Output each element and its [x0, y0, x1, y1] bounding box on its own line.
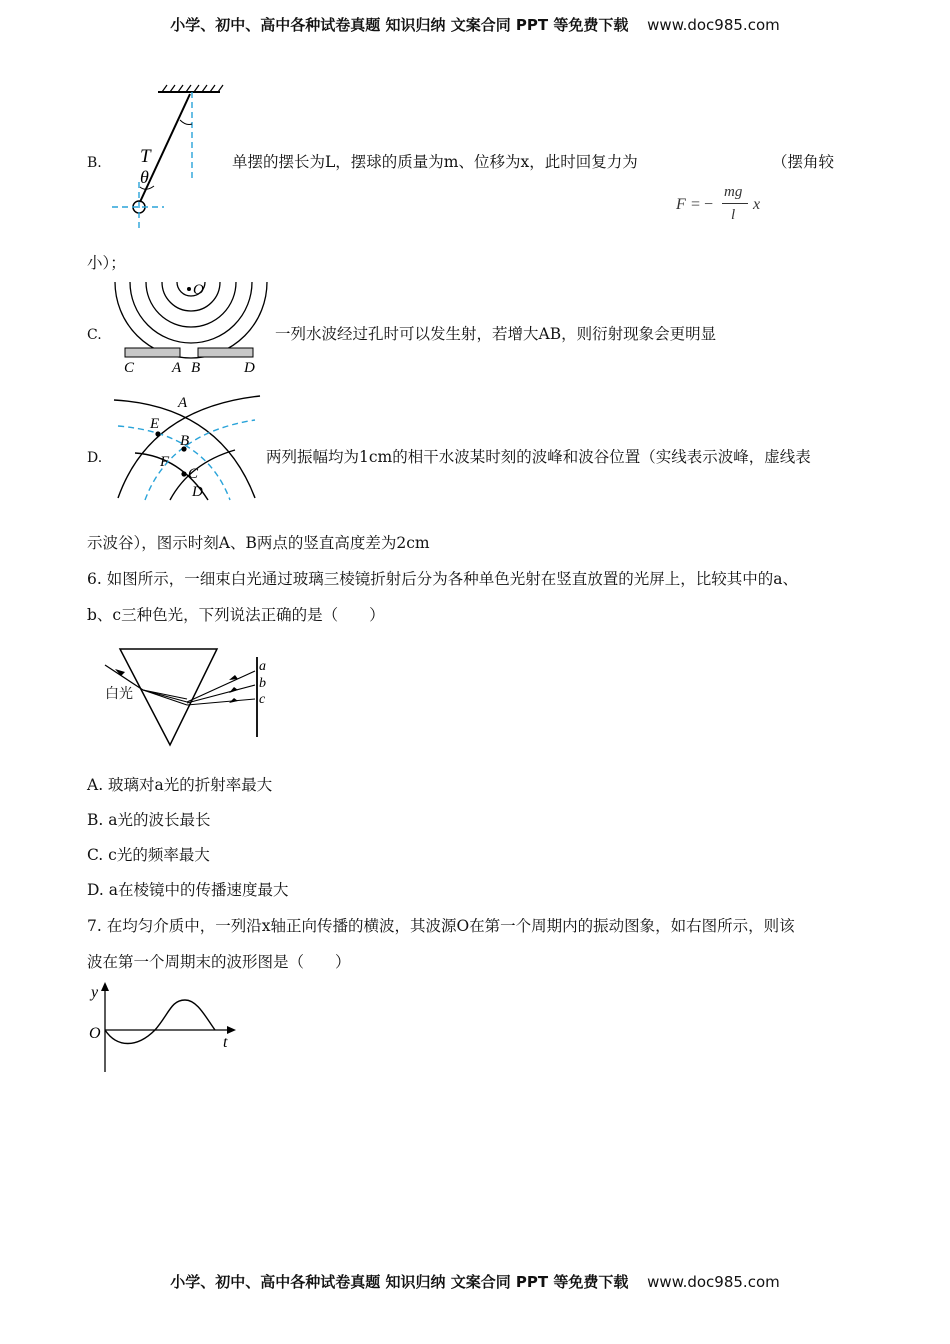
point-d-label: D	[244, 360, 255, 376]
interference-figure	[110, 388, 260, 506]
q6-stem-line2: b、c三种色光，下列说法正确的是（ ）	[87, 606, 385, 624]
option-b-paren: （摆角较	[772, 153, 835, 171]
option-c-letter: C.	[87, 327, 102, 343]
pendulum-tension-label: T	[140, 146, 151, 167]
option-b-letter: B.	[87, 155, 102, 171]
pendulum-angle-label: θ	[140, 167, 149, 187]
ray-a-label: a	[259, 659, 266, 674]
ray-b-label: b	[259, 676, 266, 691]
t-axis-label: t	[223, 1034, 228, 1051]
option-b-cont: 小）；	[87, 254, 126, 272]
point-e-label: E	[150, 416, 160, 432]
option-b-text: 单摆的摆长为L，摆球的质量为m、位移为x，此时回复力为	[232, 153, 638, 171]
ray-c-label: c	[259, 692, 266, 707]
footer-title: 小学、初中、高中各种试卷真题 知识归纳 文案合同 PPT 等免费下载	[170, 1273, 629, 1291]
option-d-text: 两列振幅均为1cm的相干水波某时刻的波峰和波谷位置（实线表示波峰，虚线表	[266, 448, 811, 466]
q6-option-a: A. 玻璃对a光的折射率最大	[87, 776, 273, 794]
point-d-label: D	[192, 484, 203, 500]
origin-label: O	[89, 1025, 101, 1042]
point-b-label: B	[191, 360, 201, 376]
q7-stem-line2: 波在第一个周期末的波形图是（ ）	[87, 953, 351, 971]
q6-option-d: D. a在棱镜中的传播速度最大	[87, 881, 289, 899]
point-a-label: A	[172, 360, 182, 376]
point-f-label: F	[160, 454, 170, 470]
option-d-cont: 示波谷），图示时刻A、B两点的竖直高度差为2cm	[87, 534, 430, 552]
option-d-letter: D.	[87, 450, 103, 466]
diffraction-figure	[110, 282, 270, 377]
point-b-label: B	[180, 433, 190, 449]
pendulum-figure	[100, 82, 240, 232]
point-a-label: A	[178, 395, 188, 411]
q6-stem-line1: 6. 如图所示，一细束白光通过玻璃三棱镜折射后分为各种单色光射在竖直放置的光屏上，比较其中的a、	[87, 570, 798, 588]
q6-option-b: B. a光的波长最长	[87, 811, 211, 829]
page-header	[0, 14, 950, 35]
source-o-label: O	[193, 282, 204, 298]
vibration-graph	[85, 980, 245, 1075]
y-axis-label: y	[91, 984, 99, 1001]
page-footer	[0, 1271, 950, 1292]
q7-stem-line1: 7. 在均匀介质中，一列沿x轴正向传播的横波，其波源O在第一个周期内的振动图象，如右图所示，则该	[87, 917, 795, 935]
option-c-text: 一列水波经过孔时可以发生射，若增大AB，则衍射现象会更明显	[275, 325, 717, 343]
point-c-label: C	[188, 466, 199, 482]
header-title: 小学、初中、高中各种试卷真题 知识归纳 文案合同 PPT 等免费下载	[170, 16, 629, 34]
header-site[interactable]: www.doc985.com	[647, 16, 780, 34]
point-c-label: C	[124, 360, 135, 376]
white-light-label: 白光	[105, 686, 133, 702]
q6-option-c: C. c光的频率最大	[87, 846, 210, 864]
footer-site[interactable]: www.doc985.com	[647, 1273, 780, 1291]
